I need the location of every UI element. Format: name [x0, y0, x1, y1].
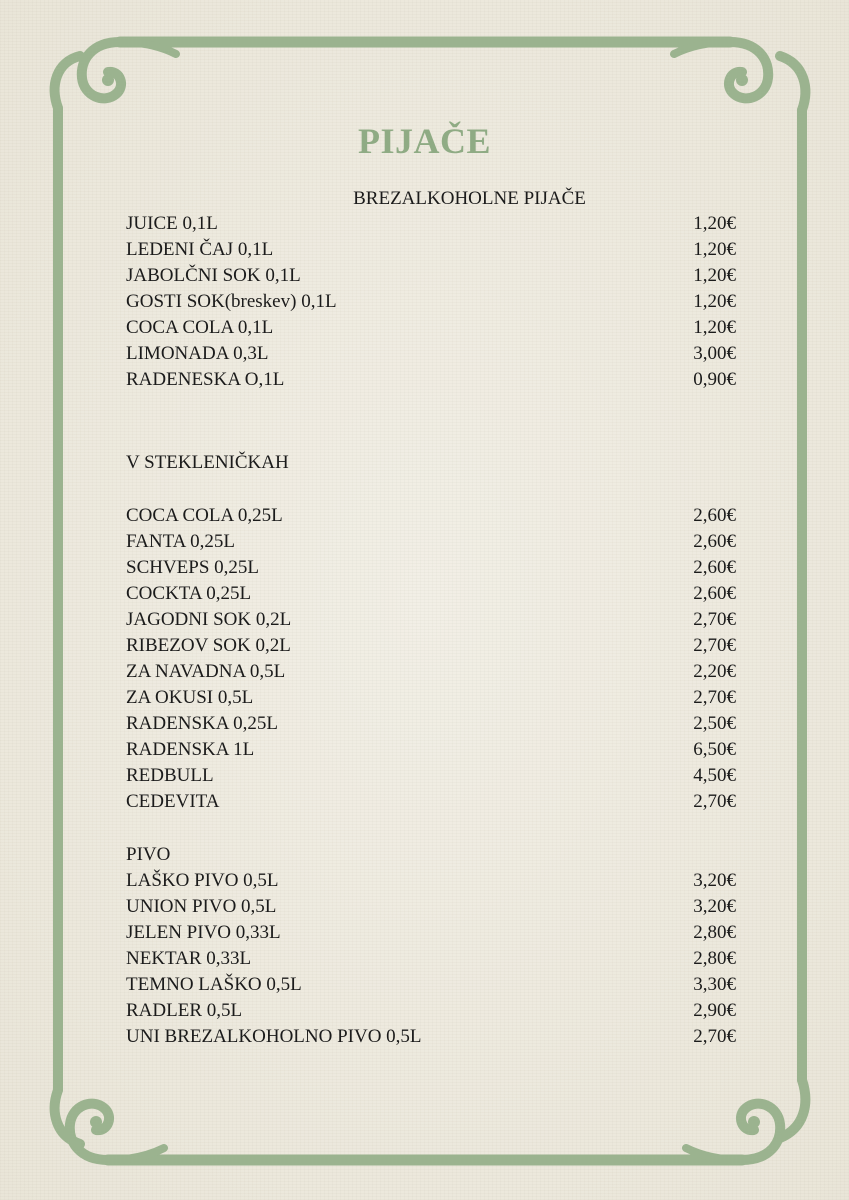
menu-item — [126, 289, 736, 315]
menu-item — [126, 367, 736, 393]
item-price: 1,20€ — [693, 291, 736, 312]
item-price: 2,70€ — [693, 791, 736, 812]
item-name: CEDEVITA — [126, 791, 220, 812]
item-price: 3,00€ — [693, 343, 736, 364]
item-name: LAŠKO PIVO 0,5L — [126, 870, 279, 891]
item-name: FANTA 0,25L — [126, 531, 235, 552]
item-price: 3,20€ — [693, 896, 736, 917]
item-price: 0,90€ — [693, 369, 736, 390]
menu-item — [126, 633, 736, 659]
item-price: 3,30€ — [693, 974, 736, 995]
item-name: UNION PIVO 0,5L — [126, 896, 277, 917]
item-name: RADLER 0,5L — [126, 1000, 243, 1021]
item-price: 3,20€ — [693, 870, 736, 891]
item-price: 2,60€ — [693, 531, 736, 552]
item-name: NEKTAR 0,33L — [126, 948, 252, 969]
item-name: LIMONADA 0,3L — [126, 343, 269, 364]
menu-item — [126, 789, 736, 815]
item-name: SCHVEPS 0,25L — [126, 557, 260, 578]
item-name: COCA COLA 0,1L — [126, 317, 274, 338]
item-name: JABOLČNI SOK 0,1L — [126, 265, 301, 286]
menu-item — [126, 555, 736, 581]
menu-item — [126, 711, 736, 737]
item-price: 2,60€ — [693, 557, 736, 578]
item-name: GOSTI SOK(breskev) 0,1L — [126, 291, 337, 312]
item-price: 1,20€ — [693, 317, 736, 338]
menu-item — [126, 894, 736, 920]
menu-item — [126, 581, 736, 607]
menu-item — [126, 529, 736, 555]
section-heading-soft-drinks: BREZALKOHOLNE PIJAČE — [353, 188, 586, 209]
item-price: 2,70€ — [693, 1026, 736, 1047]
menu-item — [126, 237, 736, 263]
menu-item — [126, 263, 736, 289]
item-name: ZA OKUSI 0,5L — [126, 687, 254, 708]
section-heading-bottled: V STEKLENIČKAH — [126, 452, 289, 473]
item-name: COCA COLA 0,25L — [126, 505, 283, 526]
item-price: 2,90€ — [693, 1000, 736, 1021]
item-price: 2,70€ — [693, 635, 736, 656]
item-name: UNI BREZALKOHOLNO PIVO 0,5L — [126, 1026, 422, 1047]
page-title: PIJAČE — [357, 121, 491, 161]
menu-item — [126, 315, 736, 341]
menu-item — [126, 211, 736, 237]
item-price: 2,50€ — [693, 713, 736, 734]
item-price: 2,70€ — [693, 609, 736, 630]
item-price: 1,20€ — [693, 265, 736, 286]
menu-item — [126, 998, 736, 1024]
menu-item — [126, 341, 736, 367]
item-price: 2,80€ — [693, 948, 736, 969]
item-price: 4,50€ — [693, 765, 736, 786]
menu-item — [126, 972, 736, 998]
item-price: 2,20€ — [693, 661, 736, 682]
item-price: 2,80€ — [693, 922, 736, 943]
section-heading-beer: PIVO — [126, 844, 171, 865]
item-name: RADENSKA 1L — [126, 739, 255, 760]
item-name: JAGODNI SOK 0,2L — [126, 609, 292, 630]
item-name: ZA NAVADNA 0,5L — [126, 661, 286, 682]
item-name: TEMNO LAŠKO 0,5L — [126, 974, 302, 995]
menu-item — [126, 737, 736, 763]
item-price: 2,60€ — [693, 583, 736, 604]
menu-item — [126, 920, 736, 946]
item-name: LEDENI ČAJ 0,1L — [126, 239, 274, 260]
menu-item — [126, 659, 736, 685]
menu-item — [126, 503, 736, 529]
item-price: 2,70€ — [693, 687, 736, 708]
item-name: RADENESKA O,1L — [126, 369, 285, 390]
menu-item — [126, 685, 736, 711]
item-name: JUICE 0,1L — [126, 213, 218, 234]
item-name: REDBULL — [126, 765, 214, 786]
item-name: COCKTA 0,25L — [126, 583, 252, 604]
item-price: 1,20€ — [693, 213, 736, 234]
item-price: 2,60€ — [693, 505, 736, 526]
item-price: 6,50€ — [693, 739, 736, 760]
item-name: RIBEZOV SOK 0,2L — [126, 635, 291, 656]
menu-item — [126, 1024, 736, 1050]
menu-item — [126, 607, 736, 633]
item-price: 1,20€ — [693, 239, 736, 260]
menu-item — [126, 946, 736, 972]
menu-item — [126, 868, 736, 894]
menu-item — [126, 763, 736, 789]
item-name: JELEN PIVO 0,33L — [126, 922, 281, 943]
item-name: RADENSKA 0,25L — [126, 713, 279, 734]
